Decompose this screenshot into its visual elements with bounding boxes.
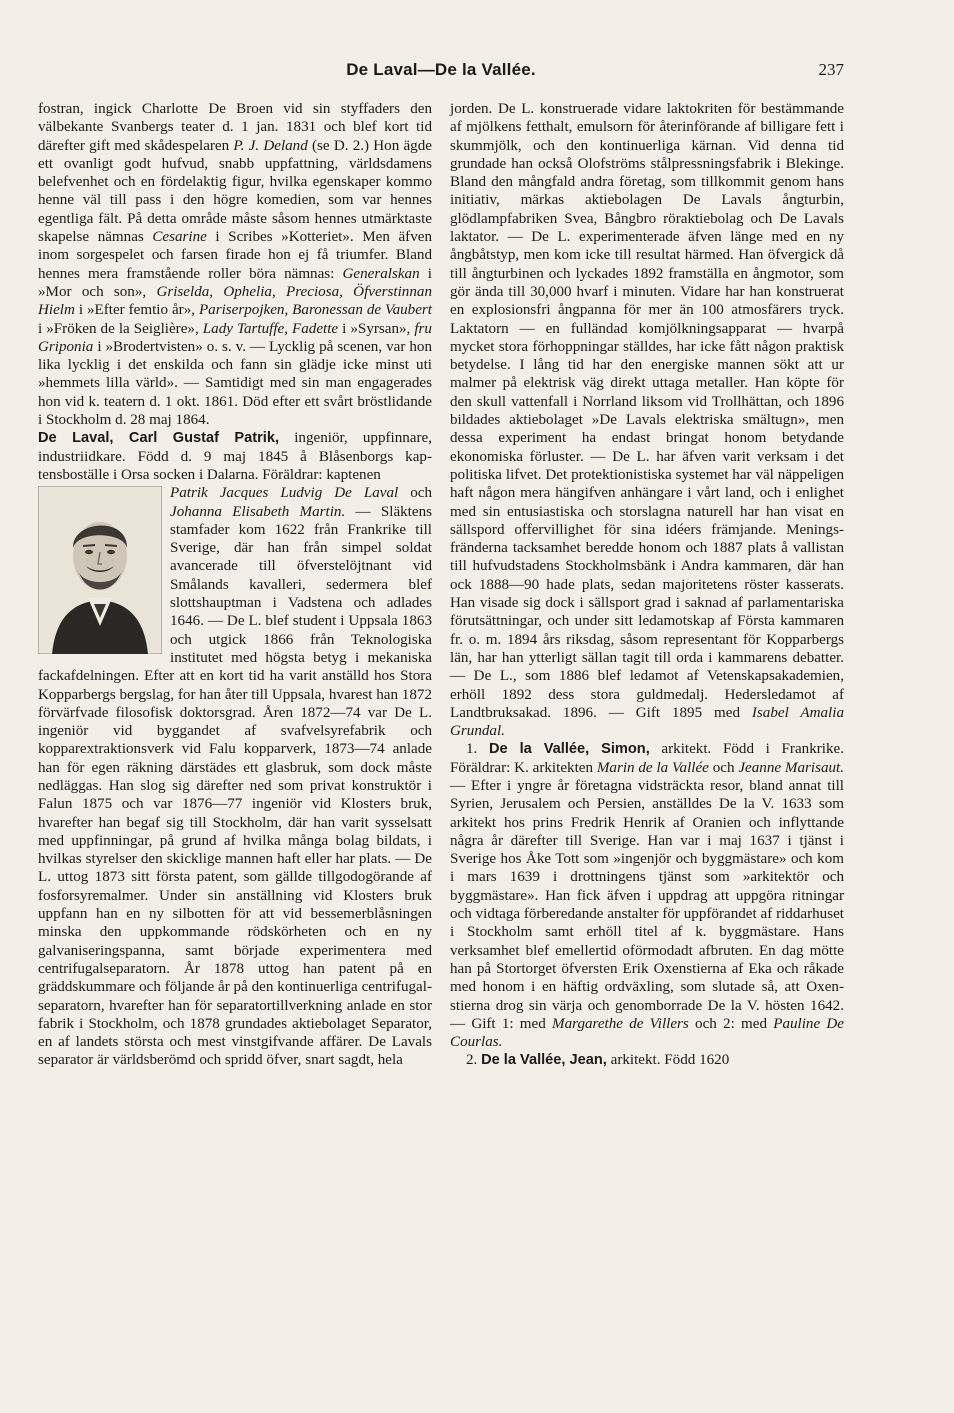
page-number: 237 (818, 60, 844, 79)
running-head (38, 60, 844, 86)
entry-de-la-vallee-simon: 1. De la Vallée, Simon, arkitekt. Född i Frankrike. Föräldrar: K. arkitekten Marin de la Vallée och Jeanne Marisaut. — Efter i yngre år företagna vidsträckta resor, bland annat till Syrien, Jerusalem och Persien, anställdes De la V. 1633 som arkitekt hos prins Fredrik Henrik af Oranien och inflyttande några år därefter till Sverige. Han var i maj 1637 i tjänst i Sverige hos Åke Tott som »ingenjör och byggmästare» och kom i mars 1639 i drottningens tjänst som »arkitektör och byggmästare». Han fick äfven i uppdrag att uppgöra ritningar och vidtaga förberedande anstalter för uppförandet af riddarhuset i Stockholm samt erhöll titel af k. byggmästare. Hans verksamhet blef emellertid oförmodadt afbruten. En dag mötte han på Stortorget öfversten Erik Oxenstierna af Eka och råkade med honom i en häftig ordväxling, som slutade så, att Oxenstierna drog sin värja och genomborrade De la V. hösten 1642. — Gift 1: med Margarethe de Villers och 2: med Pauline De Courlas. (450, 741, 845, 1051)
entry-headword: De la Vallée, Jean, (481, 1052, 607, 1069)
right-column (450, 100, 844, 1070)
entry-de-laval-continued: jorden. De L. konstruerade vidare laktokriten för bestämmande af mjölkens fetthalt, emulsorn för återinförande af billigare fett i skummjölk, och den kontinuerliga kärnan. Vid denna tid grundade han också Olofströms stålpressningsfabrik i Blekinge. Bland den mångfald andra företag, som tillkommit genom hans initiativ, märkas aktiebolagen De Lavals ångturbin, glödlampfabriken Svea, Bångbro röraktiebolag och De Lavals laktator. — De L. experimenterade äfven länge med en ny ångbåtstyp, men kom icke till resultat härmed. Han öfvergick då till ångturbinen och lyckades 1892 framställa en ångmotor, som gör ända till 30,000 hvarf i minuten. Vidare har han konstruerat en explosionsfri ångpanna för mer än 100 atmosfärers tryck. Laktatorn — en fulländad komjölkningsapparat — hvarpå mycket stora förhoppningar ställdes, har icke fått någon praktisk betydelse. I lång tid har den energiske mannen sökt att ur malmer på elektrisk väg direkt uttaga metaller. Han köpte för den skull vattenfall i Norrland liksom vid Trollhättan, och 1896 bildades aktiebolaget »De Lavals elektriska smältugn», men dessa experiment ha endast bringat honom betydande ekonomiska förluster. — De L. har äfven varit verksam i det politiska lifvet. Det protektionistiska systemet har väl näppeligen haft någon mera hängifven anhängare i vårt land, och i enlighet med sin entusiastiska och storslagna naturell har han visat en sällspord offervillighet för sina idéers främjande. Meningsfränderna tacksamhet beredde honom och 1887 plats å vallistan till hufvudstadens Stockholmsbänk i Andra kammaren, där han ock 1888—90 hade plats, sedan majoritetens röster kasserats. Han visade sig dock i sällsport grad i saknad af parlamentariska förutsättningar, och under sitt ledamotskap af Första kammaren fr. o. m. 1894 års riksdag, såsom representant för Kopparbergs län, har han ytterligt sällan tagit till orda i kammarens debatter. — De L., som 1886 blef ledamot af Vetenskapsakademien, erhöll 1892 dess stora guldmedalj. Hedersledamot af Landtbruksakad. 1896. — Gift 1895 med Isabel Amalia Grundal. (450, 101, 844, 740)
portrait-icon (38, 486, 162, 654)
entry-charlotte-deland-continued: fostran, ingick Charlotte De Broen vid sin styffaders den välbekante Svanbergs teater d. 1 jan. 1831 och blef kort tid därefter gift med skådespelaren P. J. Deland (se D. 2.) Hon ägde ett ovanligt godt hufvud, snabb uppfattning, världsdamens belefvenhet och en fördelaktig figur, hvilka egenskaper kommo henne väl till pass i den högre komedien, som var hennes egentliga fält. På detta område måste såsom hennes utmärktaste skapelse nämnas Cesarine i Scribes »Kotteriet». Men äfven inom sorgespelet och farsen firade hon ej få triumfer. Bland hennes mera framstående roller böra nämnas: Generalskan i »Mor och son», Griselda, Ophelia, Preciosa, Öfverstinnan Hielm i »Efter femtio år», Pariserpojken, Baronessan de Vaubert i »Fröken de la Seiglière», Lady Tartuffe, Fadette i »Syrsan», fru Griponia i »Brodertvisten» o. s. v. — Lycklig på scenen, var hon lika lycklig i det enskilda och fann sin glädje icke minst uti »hemmets lilla värld». — Samtidigt med sin man engagerades hon vid k. teatern d. 1 okt. 1861. Död efter ett svårt bröstlidande i Stockholm d. 28 maj 1864. (38, 101, 432, 429)
entry-de-la-vallee-jean: 2. De la Vallée, Jean, arkitekt. Född 1620 (466, 1052, 730, 1069)
entry-headword: De Laval, Carl Gustaf Patrik, (38, 430, 280, 447)
entry-de-laval-carl-gustaf-patrik: De Laval, Carl Gustaf Patrik, ingeniör, uppfinnare, industriidkare. Född d. 9 maj 1845 å Blåsenborgs kaptensboställe i Orsa socken i Dalarna. Föräldrar: kaptenen (38, 430, 432, 483)
entry-headword: De la Vallée, Simon, (489, 741, 650, 758)
running-title: De Laval—De la Vallée. (346, 60, 536, 79)
portrait-engraving (38, 486, 162, 654)
left-column (38, 100, 432, 1070)
entry-de-laval-body: Patrik Jacques Ludvig De Laval och Johanna Elisabeth Martin. — Släktens stamfader kom 1622 från Frankrike till Sverige, där han från simpel soldat avancerade till öfverstelöjtnant vid Smålands kavalleri, sedermera blef slottshauptman i Vadstena och adlades 1646. — De L. blef student i Uppsala 1863 och utgick 1866 från Teknologiska institutet med högsta betyg i mekaniska fackafdelningen. Efter att en kort tid ha varit anställd hos Stora Kopparbergs bergslag, for han åter till Uppsala, hvarest han 1872 förvärfvade filosofisk doktorsgrad. Åren 1872—74 var De L. ingeniör vid byggandet af svafvelsyrefabrik och kopparextraktionsverk vid Falu kopparverk, 1873—74 anlade han för egen räkning därstädes ett glasbruk, som dock måste nedläggas. Han slog sig därefter ned som privat konstruktör i Falun 1875 och var 1876—77 ingeniör vid Klosters bruk, hvarefter han begaf sig till Stockholm, där han varit sysselsatt med uppfinningar, på grund af hvilka många bolag bildats, i hvilkas styrelser den skicklige mannen haft eller har plats. — De L. uttog 1873 sitt första patent, som gällde tillgodogörande af fosforsyremalmer. Under sin anställning vid Klosters bruk uppfann han en ny silbotten för att vid bessemerblåsningen minska den uppkommande rödskörheten och en ny galvaniseringspanna, samt började experimentera med centrifugalseparatorn. År 1878 uttog han patent på en gräddskummare och följande år på den kontinuerliga centrifugalseparatorn, hvarefter han för separatortillverkning anlade en stor fabrik i Stockholm, och 1878 grundades aktiebolaget Separator, en af landets största och mest vinstgifvande affärer. De Lavals separator är världsberömd och spridd öfver, snart sagdt, hela (38, 485, 433, 1069)
